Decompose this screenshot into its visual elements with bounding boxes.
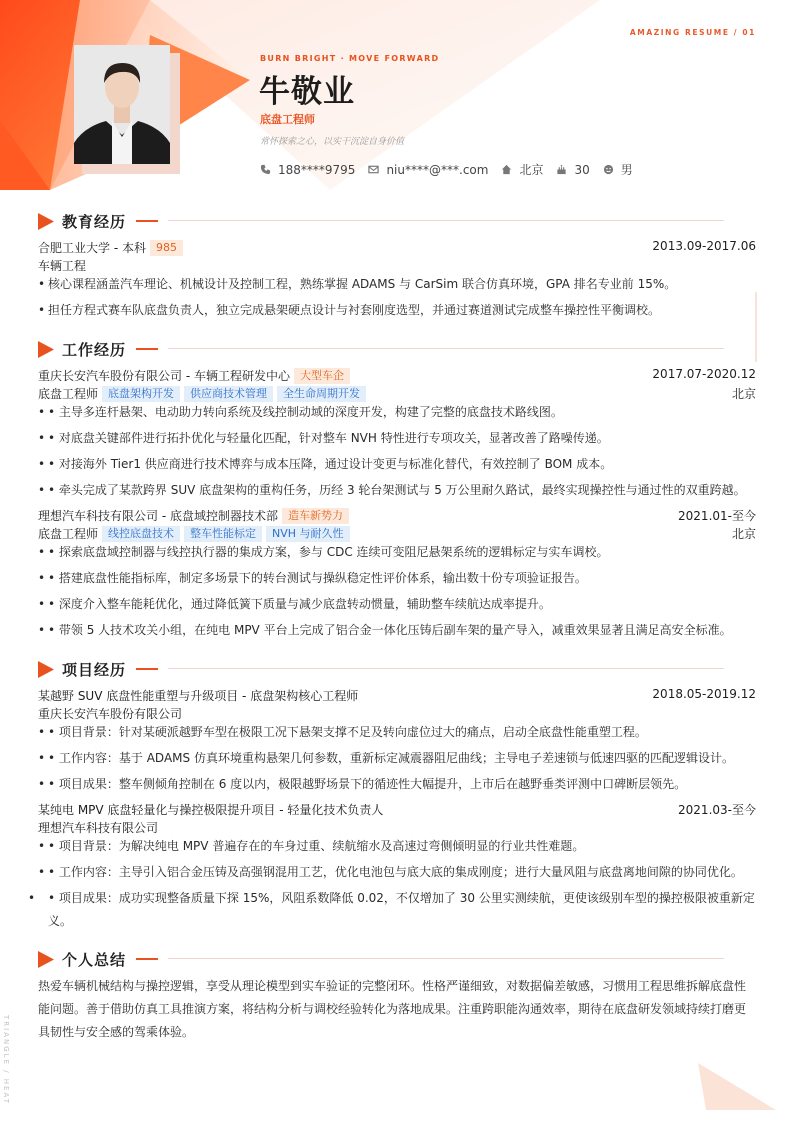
work-city: 北京 bbox=[731, 387, 756, 401]
contact-city bbox=[501, 161, 543, 178]
skill-tag: NVH 与耐久性 bbox=[266, 526, 350, 542]
section-triangle-icon bbox=[38, 951, 54, 968]
age: 30 bbox=[574, 162, 590, 177]
company-tag: 造车新势力 bbox=[282, 508, 349, 524]
mail-icon bbox=[368, 164, 379, 175]
contact-age bbox=[556, 163, 589, 177]
project-title-row bbox=[38, 687, 756, 705]
skill-tag: 全生命周期开发 bbox=[277, 386, 366, 402]
company: 理想汽车科技有限公司 - 底盘域控制器技术部 bbox=[38, 509, 278, 523]
home-icon bbox=[501, 164, 512, 175]
summary-text: 热爱车辆机械结构与操控逻辑，享受从理论模型到实车验证的完整闭环。性格严谨细致，对数据偏差敏感，习惯用工程思维拆解底盘性能问题。善于借助仿真工具推演方案，将结构分析与调校经验转化为落地成果。注重跨职能沟通效率，期待在底盘研发领域持续打磨更具韧性与安全感的驾乘体验。 bbox=[38, 979, 747, 1039]
list-item: • • 带领 5 人技术攻关小组，在纯电 MPV 平台上完成了铝合金一体化压铸后副车架的量产导入，减重效果显著且满足高安全标准。 bbox=[38, 623, 732, 637]
section-title: 工作经历 bbox=[62, 341, 127, 359]
list-item: • • 项目背景：为解决纯电 MPV 普遍存在的车身过重、续航缩水及高速过弯侧倾明显的行业共性难题。 bbox=[38, 839, 585, 853]
project-org: 重庆长安汽车股份有限公司 bbox=[38, 707, 183, 721]
company-tag: 大型车企 bbox=[294, 368, 350, 384]
education-row bbox=[38, 239, 756, 257]
candidate-name: 牛敬业 bbox=[259, 74, 355, 110]
work-date: 2017.07-2020.12 bbox=[652, 367, 756, 381]
city: 北京 bbox=[519, 163, 544, 177]
skill-tag: 线控底盘技术 bbox=[102, 526, 180, 542]
section-title: 教育经历 bbox=[62, 213, 127, 231]
list-item: • • 对底盘关键部件进行拓扑优化与轻量化匹配，针对整车 NVH 特性进行专项攻关，显著改善了路噪传递。 bbox=[38, 431, 609, 445]
section-projects bbox=[38, 659, 724, 679]
section-title: 项目经历 bbox=[62, 661, 127, 679]
phone-icon bbox=[260, 164, 271, 175]
section-triangle-icon bbox=[38, 661, 54, 678]
skill-tag: 整车性能标定 bbox=[184, 526, 262, 542]
motto: 常怀探索之心，以实干沉淀自身价值 bbox=[260, 137, 405, 147]
list-item: • 核心课程涵盖汽车理论、机械设计及控制工程，熟练掌握 ADAMS 与 CarSim 联合仿真环境，GPA 排名专业前 15%。 bbox=[38, 277, 677, 291]
skill-tag: 底盘架构开发 bbox=[102, 386, 180, 402]
project-title-row bbox=[38, 801, 756, 819]
section-triangle-icon bbox=[38, 341, 54, 358]
list-item: • • 项目背景：针对某硬派越野车型在极限工况下悬架支撑不足及转向虚位过大的痛点，启动全底盘性能重塑工程。 bbox=[38, 725, 647, 739]
list-item: • • 搭建底盘性能指标库，制定多场景下的转台测试与操纵稳定性评价体系，输出数十份专项验证报告。 bbox=[38, 571, 587, 585]
position: 底盘工程师 bbox=[38, 527, 99, 541]
side-vertical-text: TRIANGLE / HEAT bbox=[2, 1015, 10, 1105]
list-item: • • 工作内容：主导引入铝合金压铸及高强钢混用工艺，优化电池包与底大底的集成刚度；进行大量风阻与底盘离地间隙的协同优化。 bbox=[38, 865, 743, 879]
major: 车辆工程 bbox=[38, 259, 87, 273]
position: 底盘工程师 bbox=[38, 387, 99, 401]
list-item: • • 深度介入整车能耗优化，通过降低簧下质量与减少底盘转动惯量，辅助整车续航达成率提升。 bbox=[38, 597, 551, 611]
skill-tag: 供应商技术管理 bbox=[184, 386, 273, 402]
project-title: 某越野 SUV 底盘性能重塑与升级项目 - 底盘架构核心工程师 bbox=[38, 689, 359, 703]
gender: 男 bbox=[620, 163, 633, 177]
section-summary bbox=[38, 949, 724, 969]
list-item: • • 牵头完成了某款跨界 SUV 底盘架构的重构任务，历经 3 轮台架测试与 5 万公里耐久路试，最终实现操控性与通过性的双重跨越。 bbox=[38, 483, 746, 497]
section-education bbox=[38, 211, 724, 231]
project-date: 2018.05-2019.12 bbox=[652, 687, 756, 701]
work-date: 2021.01-至今 bbox=[678, 509, 756, 523]
section-title: 个人总结 bbox=[62, 951, 127, 969]
contact-phone bbox=[260, 163, 355, 177]
company: 重庆长安汽车股份有限公司 - 车辆工程研发中心 bbox=[38, 369, 290, 383]
cake-icon bbox=[556, 164, 567, 175]
section-triangle-icon bbox=[38, 213, 54, 230]
work-city: 北京 bbox=[731, 527, 756, 541]
school-tag: 985 bbox=[150, 240, 183, 256]
email-address: niu****@***.com bbox=[386, 162, 489, 177]
list-item: • 担任方程式赛车队底盘负责人，独立完成悬架硬点设计与衬套刚度选型，并通过赛道测试完成整车操控性平衡调校。 bbox=[38, 303, 661, 317]
project-title: 某纯电 MPV 底盘轻量化与操控极限提升项目 - 轻量化技术负责人 bbox=[38, 803, 384, 817]
school: 合肥工业大学 - 本科 bbox=[38, 241, 146, 255]
project-org: 理想汽车科技有限公司 bbox=[38, 821, 159, 835]
contact-gender bbox=[603, 161, 633, 178]
list-item: • • 项目成果：成功实现整备质量下探 15%，风阻系数降低 0.02，不仅增加了 30 公里实测续航，更使该级别车型的操控极限被重新定义。 bbox=[28, 891, 755, 928]
work-company-row bbox=[38, 367, 756, 385]
contact-email bbox=[368, 163, 488, 177]
tagline: BURN BRIGHT · MOVE FORWARD bbox=[260, 54, 440, 63]
list-item: • • 对接海外 Tier1 供应商进行技术博弈与成本压降，通过设计变更与标准化替代，有效控制了 BOM 成本。 bbox=[38, 457, 613, 471]
profile-photo bbox=[74, 45, 170, 164]
list-item: • • 主导多连杆悬架、电动助力转向系统及线控制动域的深度开发，构建了完整的底盘技术路线图。 bbox=[38, 405, 563, 419]
resume-page-label: AMAZING RESUME / 01 bbox=[629, 28, 756, 37]
face-icon bbox=[603, 164, 614, 175]
project-date: 2021.03-至今 bbox=[678, 803, 756, 817]
work-company-row bbox=[38, 507, 756, 525]
education-date: 2013.09-2017.06 bbox=[652, 239, 756, 253]
list-item: • • 项目成果：整车侧倾角控制在 6 度以内，极限越野场景下的循迹性大幅提升，上市后在越野垂类评测中口碑断层领先。 bbox=[38, 777, 687, 791]
contact-bar bbox=[260, 161, 646, 178]
section-work bbox=[38, 339, 724, 359]
list-item: • • 探索底盘域控制器与线控执行器的集成方案，参与 CDC 连续可变阻尼悬架系统的逻辑标定与实车调校。 bbox=[38, 545, 609, 559]
list-item: • • 工作内容：基于 ADAMS 仿真环境重构悬架几何参数，重新标定减震器阻尼曲线；主导电子差速锁与低速四驱的匹配逻辑设计。 bbox=[38, 751, 734, 765]
phone-number: 188****9795 bbox=[278, 162, 356, 177]
job-title: 底盘工程师 bbox=[260, 113, 315, 126]
